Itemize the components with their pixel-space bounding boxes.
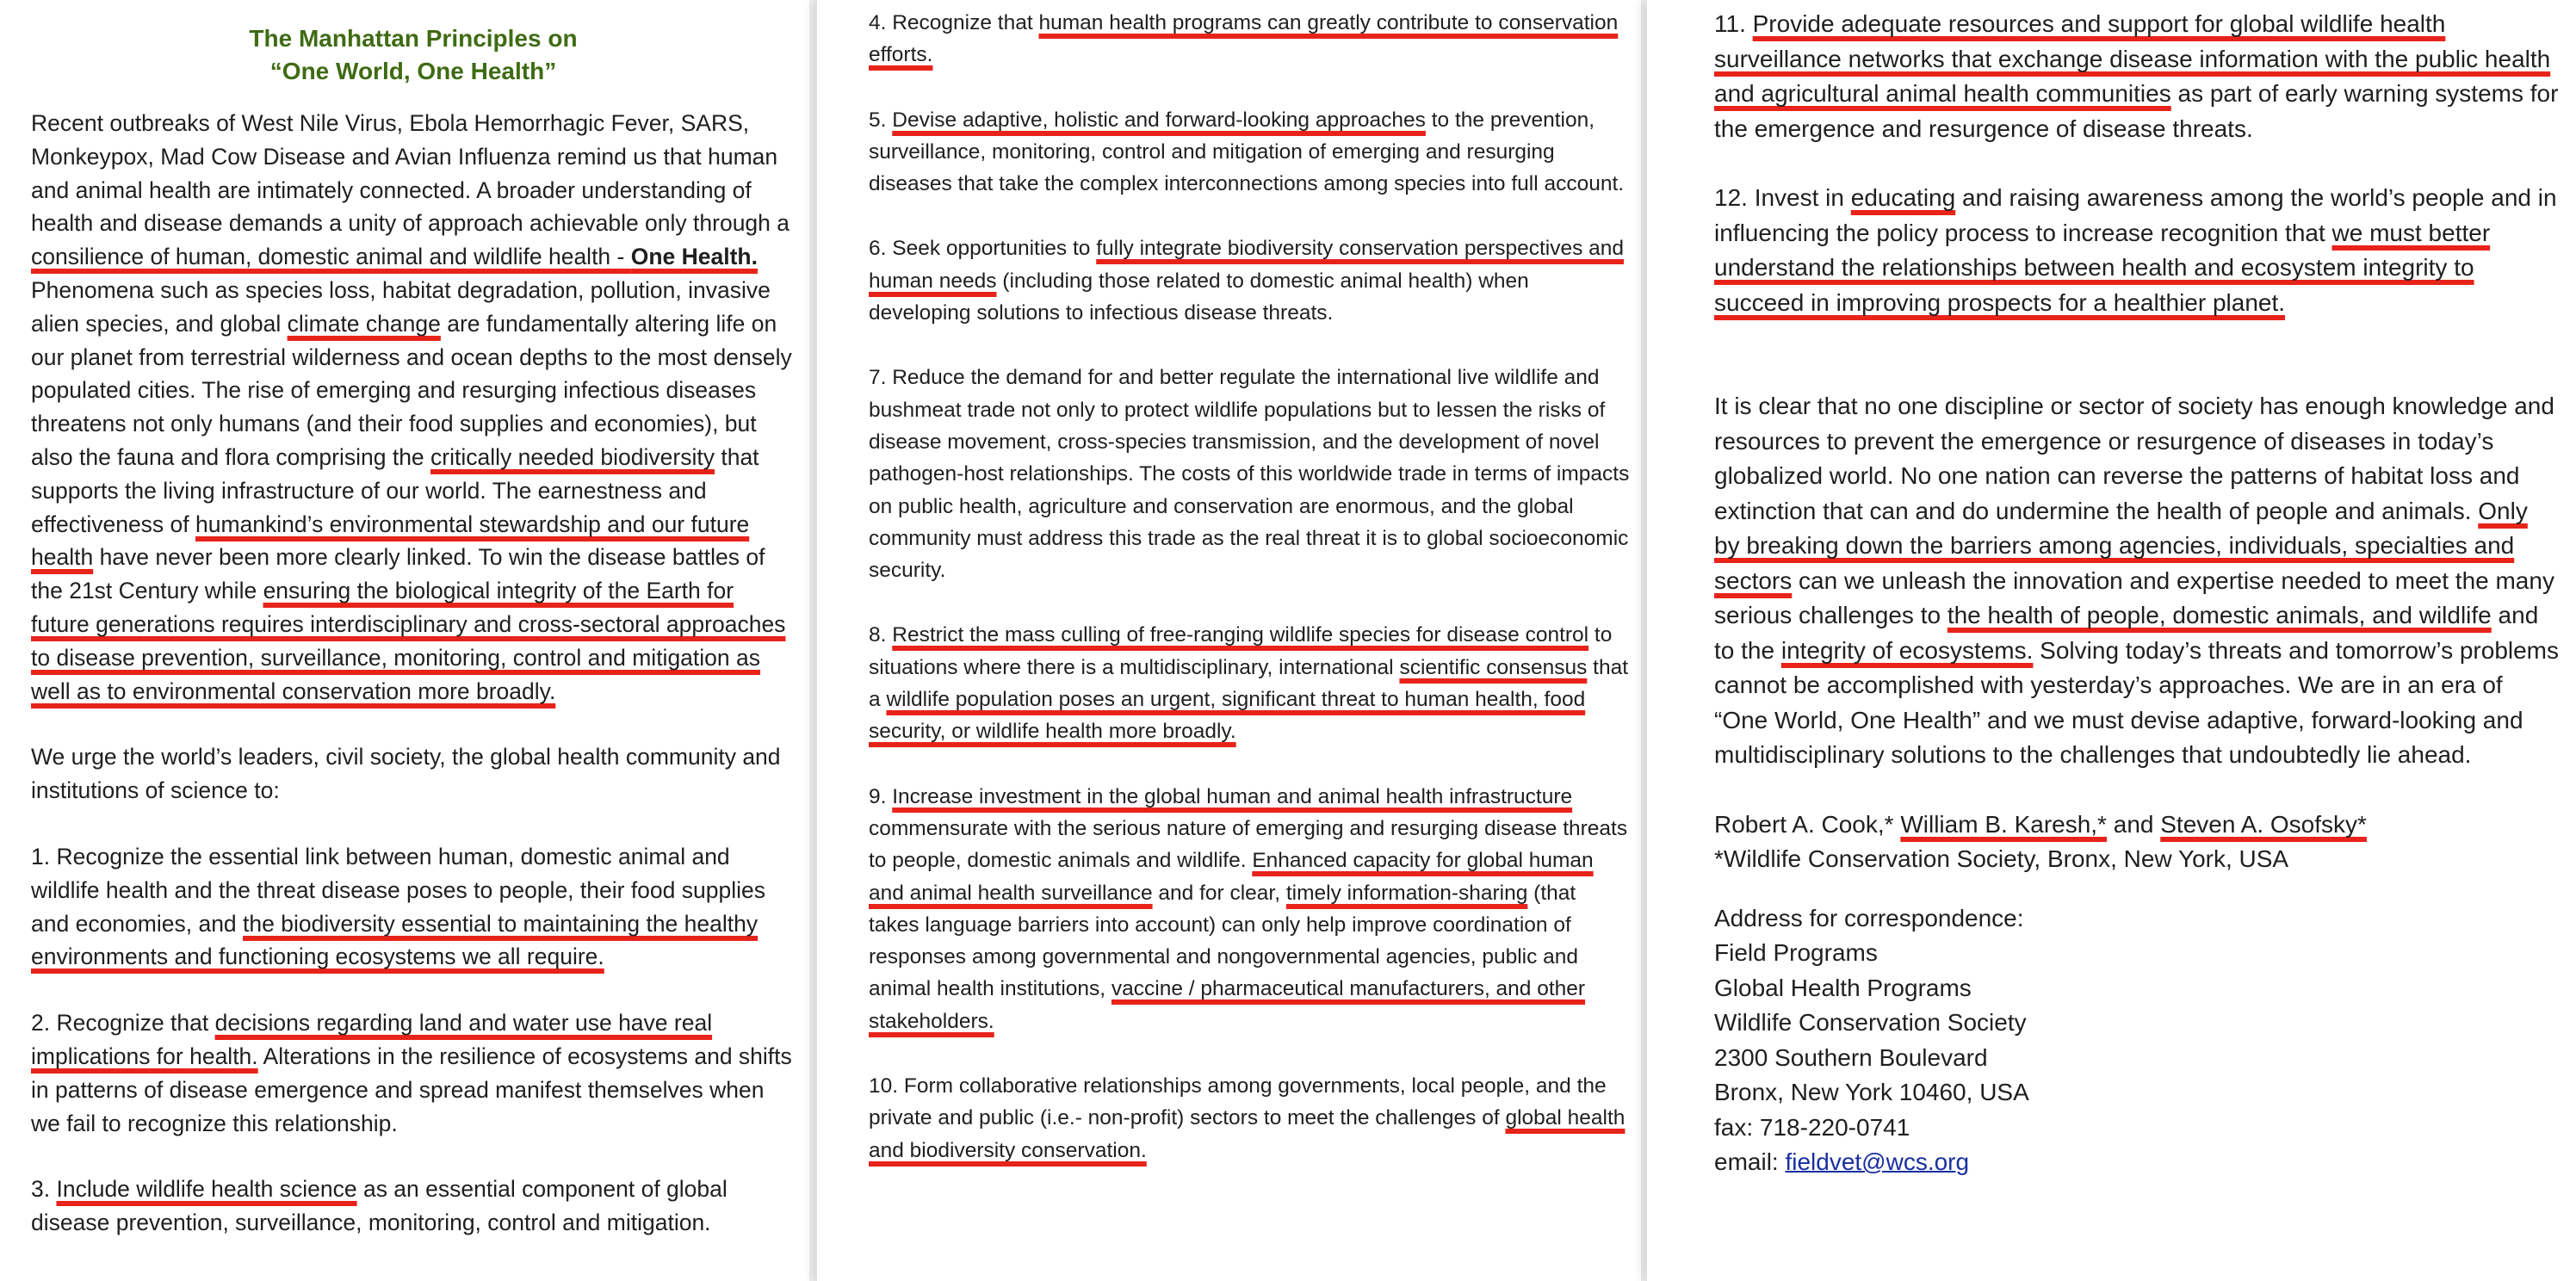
principle-text: 3.: [31, 1176, 57, 1203]
principle-highlight: Enhanced capacity for global human and animal health surveillance: [869, 849, 1594, 905]
title-line-2: “One World, One Health”: [269, 58, 557, 84]
author-name: William B. Karesh,*: [1900, 810, 2107, 838]
principle-text: 10. Form collaborative relationships among governments, local people, and the private and public (i.e.- non-profit) sectors to meet the challenges of: [869, 1074, 1607, 1130]
principle-4: [869, 7, 1631, 71]
principle-12: [1714, 181, 2559, 320]
address-line: 2300 Southern Boulevard: [1714, 1043, 1988, 1071]
principle-highlight: Restrict the mass culling of free-ranging wildlife species for disease control: [892, 623, 1589, 647]
principle-text: commensurate with the serious nature of emerging and resurging disease threats to people, domestic animals and wildlife.: [869, 816, 1628, 873]
intro-paragraph: [31, 107, 796, 708]
principle-highlight: decisions regarding land and water use have real implications for health.: [31, 1010, 713, 1069]
principle-highlight: Devise adaptive, holistic and forward-looking approaches: [892, 108, 1426, 132]
principle-6: [869, 232, 1631, 329]
principle-highlight: we must better understand the relationships between health and ecosystem integrity to succeed in improving prospects for a healthier planet.: [1714, 219, 2491, 316]
author-separator: and: [2106, 810, 2161, 838]
intro-highlight: critically needed biodiversity: [430, 443, 715, 470]
principle-text: (including those related to domestic animal health) when developing solutions to infectious disease threats.: [869, 269, 1529, 325]
principle-text: 5.: [869, 108, 893, 132]
address-line: Wildlife Conservation Society: [1714, 1009, 2027, 1036]
authors-line: [1714, 808, 2559, 843]
principle-2: [31, 1006, 796, 1140]
address-block: [1714, 901, 2559, 1180]
closing-text: It is clear that no one discipline or sector of society has enough knowledge and resources to prevent the emergence or resurgence of diseases in today’s globalized world. No one nation can reverse the patterns of habitat loss and extinction that can and do undermine the health of people and animals.: [1714, 393, 2554, 524]
principle-text: 11.: [1714, 10, 1753, 37]
principle-highlight: wildlife population poses an urgent, significant threat to human health, food security, or wildlife health more broadly.: [869, 688, 1586, 744]
intro-highlight: climate change: [287, 310, 441, 337]
principle-11: [1714, 7, 2559, 146]
address-line: Field Programs: [1714, 939, 1878, 966]
intro-text: Recent outbreaks of West Nile Virus, Ebola Hemorrhagic Fever, SARS, Monkeypox, Mad Cow Disease and Avian Influenza remind us that human and animal health are intimately connected. A broader understanding of health and disease demands a unity of approach achievable only through a: [31, 110, 790, 237]
principle-text: and raising awareness among the world’s people and in influencing the policy process to increase recognition that: [1714, 184, 2557, 246]
column-left: [0, 0, 809, 1281]
intro-text: Phenomena such as species loss, habitat degradation, pollution, invasive alien species, and global: [31, 276, 771, 337]
intro-highlight: consilience of human, domestic animal and wildlife health -: [31, 244, 631, 270]
principle-text: to the prevention, surveillance, monitoring, control and mitigation of emerging and resurging diseases that take the complex interconnections among species into full account.: [869, 108, 1625, 196]
closing-highlight: integrity of ecosystems.: [1780, 636, 2034, 664]
principle-text: as an essential component of global disease prevention, surveillance, monitoring, control and mitigation.: [31, 1176, 728, 1236]
principle-text: 8.: [869, 623, 893, 647]
principle-text: (that takes language barriers into account) can only help improve coordination of responses among governmental and nongovernmental agencies, public and animal health institutions,: [869, 881, 1579, 1001]
principle-text: 2. Recognize that: [31, 1010, 215, 1037]
principle-highlight: human health programs can greatly contribute to conservation efforts.: [869, 11, 1619, 67]
email-label: email:: [1714, 1148, 1786, 1175]
principle-highlight: Provide adequate resources and support for global wildlife health surveillance networks that exchange disease information with the public health and agricultural animal health communities: [1714, 10, 2551, 107]
intro-text: are fundamentally altering life on our planet from terrestrial wilderness and ocean depths to the most densely populated cities. The rise of emerging and resurging infectious diseases threatens not only humans (and their food supplies and economies), but also the fauna and flora comprising the: [31, 310, 792, 470]
affiliation: *Wildlife Conservation Society, Bronx, New York, USA: [1714, 845, 2289, 872]
intro-highlight: humankind’s environmental stewardship and our future health: [31, 511, 750, 571]
principle-highlight: timely information-sharing: [1285, 881, 1528, 905]
author-name: Robert A. Cook,*: [1714, 810, 1901, 838]
principle-3: [31, 1173, 796, 1240]
principle-text: 9.: [869, 784, 893, 808]
urge-paragraph: We urge the world’s leaders, civil society, the global health community and institutions of science to:: [31, 744, 781, 804]
column-middle: [816, 0, 1641, 1281]
closing-paragraph: [1714, 389, 2559, 773]
intro-highlight-bold: One Health.: [630, 244, 758, 270]
principle-5: [869, 104, 1631, 201]
column-right: [1646, 0, 2576, 1281]
principle-highlight: vaccine / pharmaceutical manufacturers, and other stakeholders.: [869, 977, 1586, 1033]
principle-highlight: Include wildlife health science: [56, 1176, 357, 1203]
principle-highlight: the biodiversity essential to maintaining the healthy environments and functioning ecosystems we all require.: [31, 910, 759, 970]
intro-highlight: ensuring the biological integrity of the Earth for future generations requires interdisciplinary and cross-sectoral approaches to disease prevention, surveillance, monitoring, control and mitigation as well as to environmental conservation more broadly.: [31, 578, 786, 704]
principle-text: and for clear,: [1152, 881, 1286, 905]
intro-text: have never been more clearly linked. To win the disease battles of the 21st Century while: [31, 544, 765, 604]
author-name: Steven A. Osofsky*: [2160, 810, 2367, 838]
principle-highlight: fully integrate biodiversity conservation perspectives and human needs: [869, 237, 1625, 293]
principle-text: 6. Seek opportunities to: [869, 237, 1097, 261]
closing-text: Solving today’s threats and tomorrow’s problems cannot be accomplished with yesterday’s approaches. We are in an era of “One World, One Health” and we must devise adaptive, forward-looking and multidisciplinary solutions to the challenges that undoubtedly lie ahead.: [1714, 636, 2560, 768]
closing-highlight: Only by breaking down the barriers among agencies, individuals, specialties and sectors: [1714, 497, 2528, 594]
principle-1: [31, 840, 796, 974]
closing-text: and to the: [1714, 602, 2539, 664]
principle-text: Alterations in the resilience of ecosystems and shifts in patterns of disease emergence and spread manifest themselves when we fail to recognize this relationship.: [31, 1043, 792, 1136]
principle-text: 1. Recognize the essential link between human, domestic animal and wildlife health and the threat disease poses to people, their food supplies and economies, and: [31, 843, 765, 937]
principle-10: [869, 1070, 1631, 1167]
principle-9: [869, 781, 1631, 1037]
principle-highlight: educating: [1850, 184, 1956, 211]
principle-text: to situations where there is a multidisciplinary, international: [869, 623, 1613, 679]
address-line: Global Health Programs: [1714, 974, 1972, 1001]
principle-8: [869, 619, 1631, 747]
intro-text: that supports the living infrastructure of our world. The earnestness and effectiveness of: [31, 443, 759, 537]
address-line: Address for correspondence:: [1714, 904, 2024, 931]
document-title: [31, 22, 796, 88]
principle-text: 12. Invest in: [1714, 184, 1851, 211]
email-line: [1714, 1145, 2559, 1180]
closing-text: can we unleash the innovation and expertise needed to meet the many serious challenges to: [1714, 566, 2554, 628]
principle-text: as part of early warning systems for the emergence and resurgence of disease threats.: [1714, 80, 2559, 142]
title-line-1: The Manhattan Principles on: [249, 25, 578, 52]
principle-7: 7. Reduce the demand for and better regulate the international live wildlife and bushmeat trade not only to protect wildlife populations but to lessen the risks of disease movement, cross-species transmission, and the development of novel pathogen-host relationships. The costs of this worldwide trade in terms of impacts on public health, agriculture and conservation are enormous, and the global community must address this trade as the real threat it is to global socioeconomic security.: [869, 366, 1630, 583]
principle-text: 4. Recognize that: [869, 11, 1039, 34]
address-line: Bronx, New York 10460, USA: [1714, 1079, 2029, 1105]
principle-highlight: global health and biodiversity conservation.: [869, 1106, 1625, 1162]
email-link[interactable]: fieldvet@wcs.org: [1785, 1148, 1970, 1175]
address-line: fax: 718-220-0741: [1714, 1113, 1910, 1141]
principle-highlight: scientific consensus: [1399, 655, 1588, 679]
closing-highlight: the health of people, domestic animals, and wildlife: [1947, 602, 2492, 628]
principle-text: that a: [869, 655, 1629, 712]
principle-highlight: Increase investment in the global human and animal health infrastructure: [892, 784, 1573, 808]
